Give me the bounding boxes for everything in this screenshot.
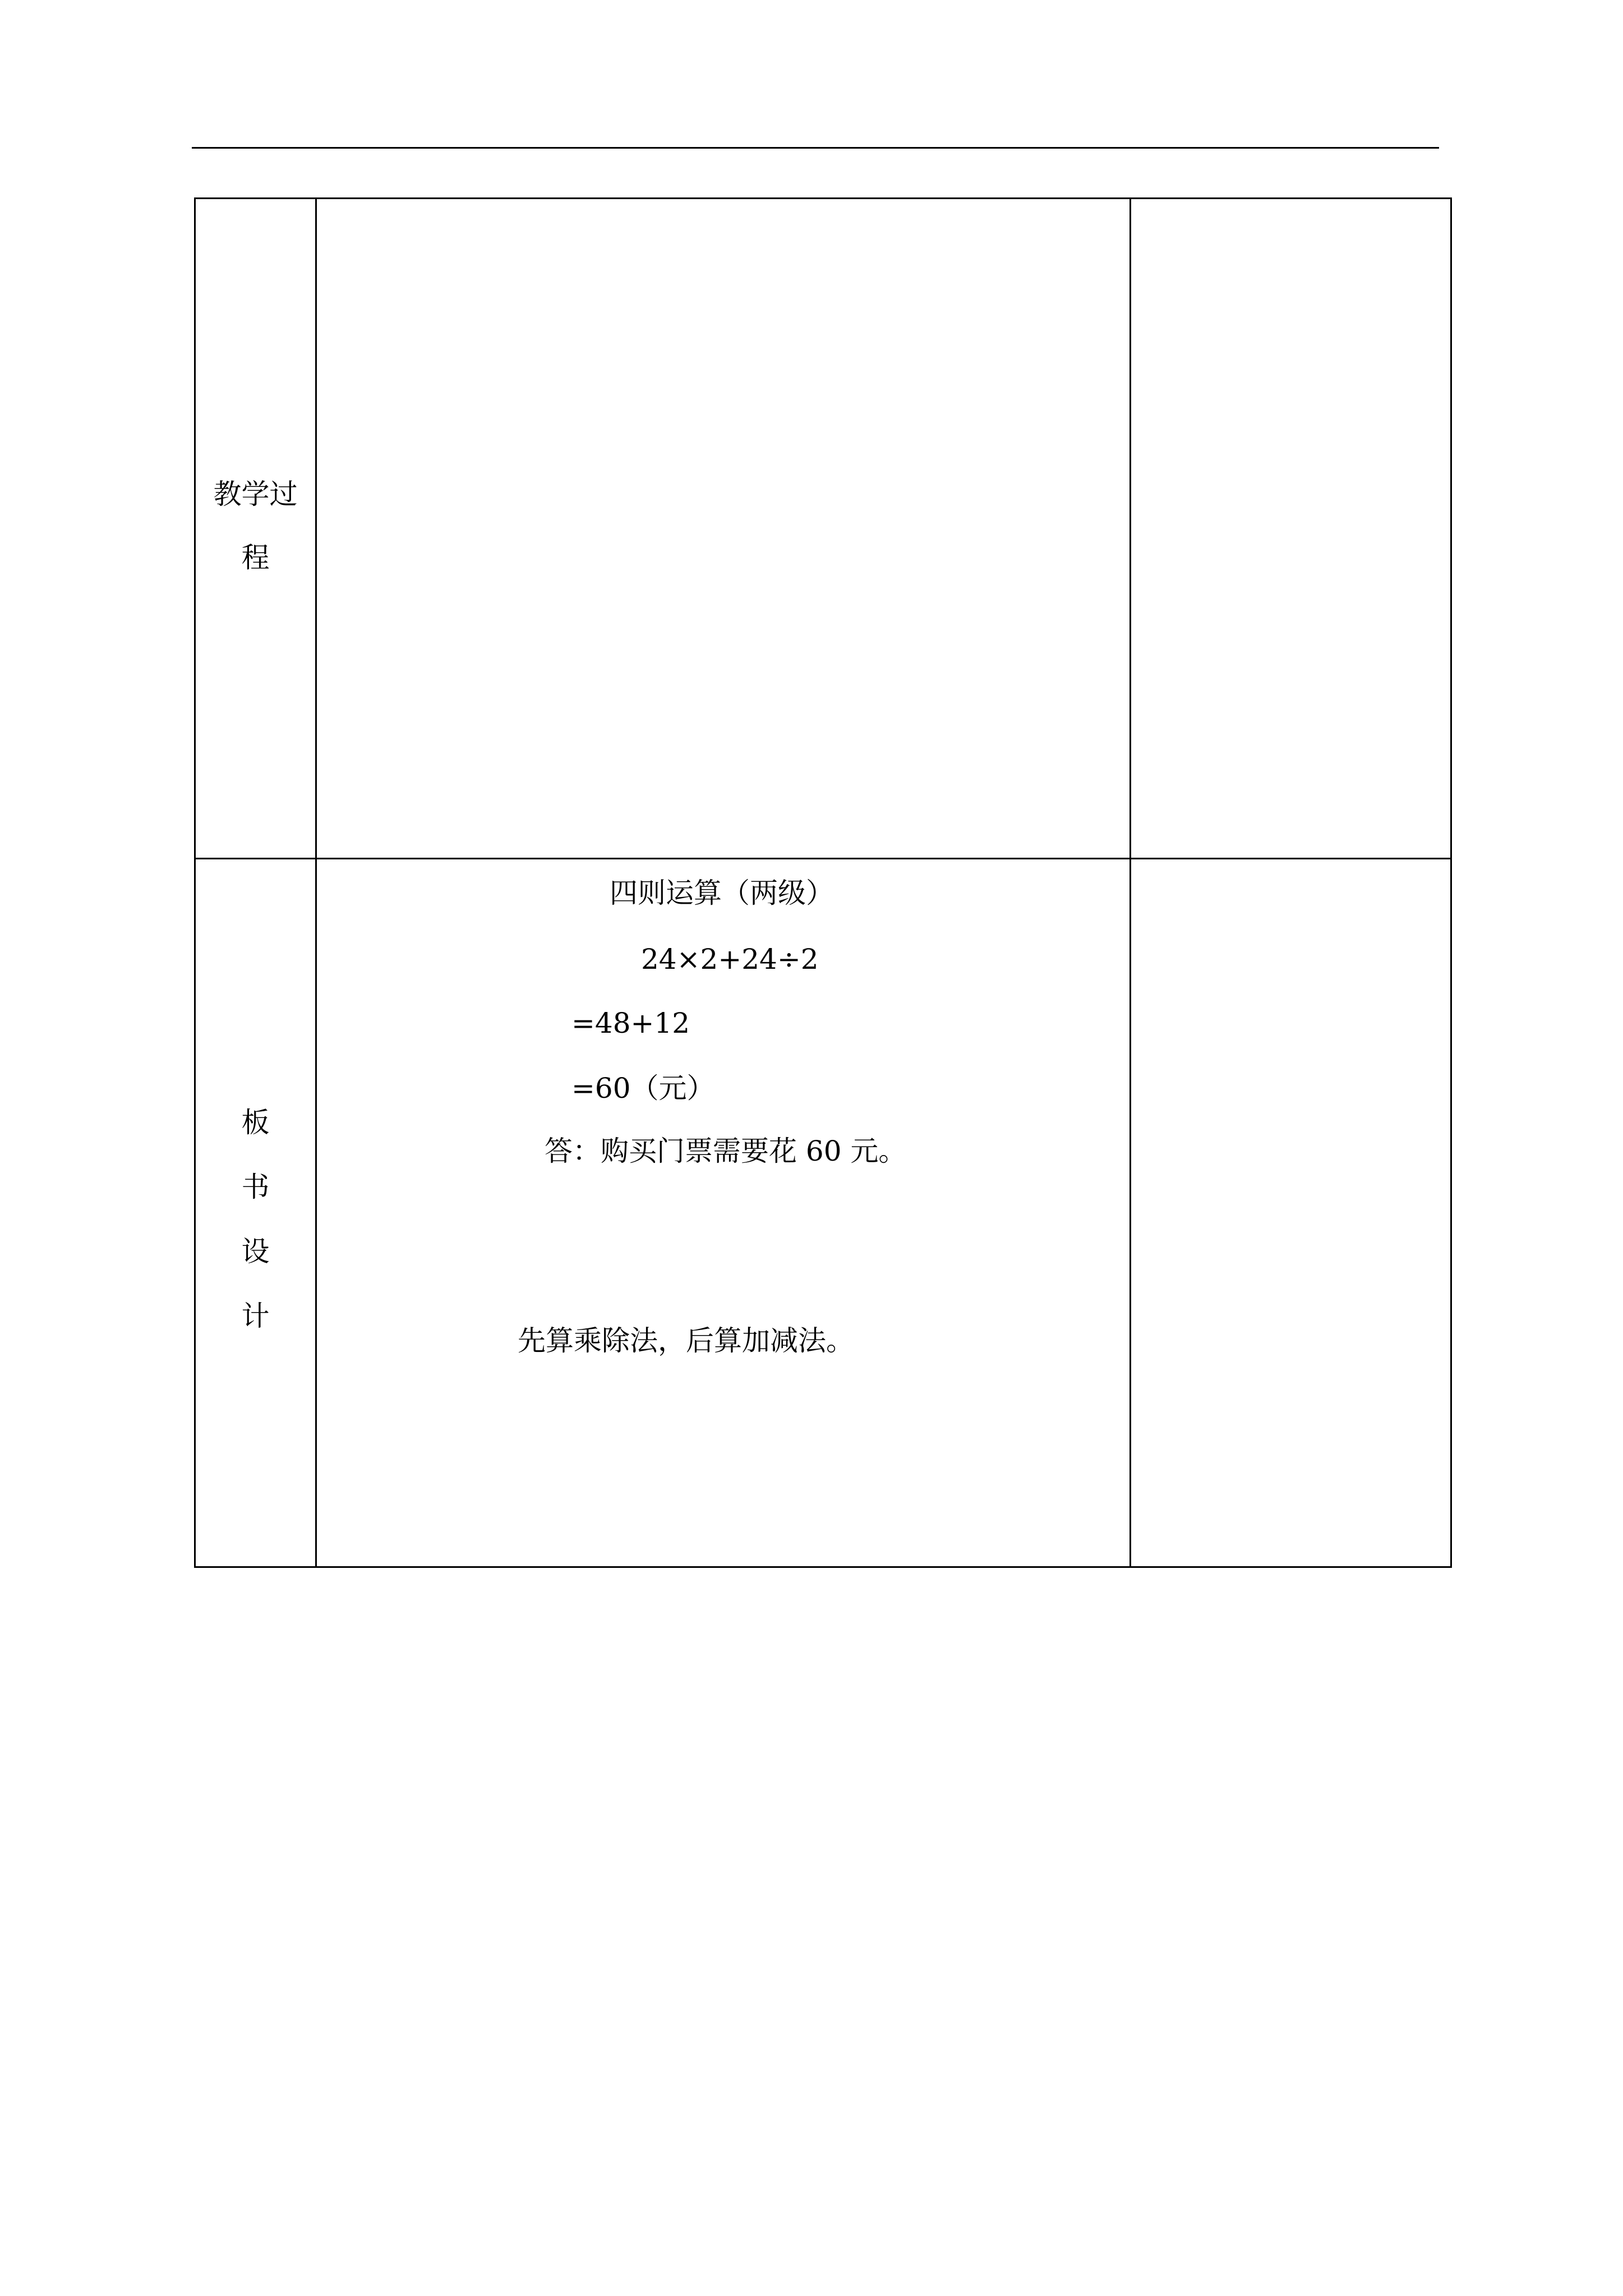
teaching-process-content-cell [316,199,1131,859]
header-rule [192,147,1439,149]
teaching-process-label-cell [195,199,316,859]
board-design-label-char: 设 [241,1235,270,1268]
board-step-1: =48+12 [571,1007,690,1039]
board-design-label-cell [195,859,316,1567]
board-design-notes-cell [1131,859,1451,1567]
teaching-process-label-line1: 教学过 [213,478,298,510]
board-design-row [195,859,1451,1567]
board-design-label [196,1091,315,1349]
teaching-process-label-line2: 程 [241,541,270,574]
teaching-process-row [195,199,1451,859]
board-design-label-char: 板 [241,1106,270,1139]
board-design-content-cell [316,859,1131,1567]
board-design-label-char: 书 [241,1171,270,1203]
board-rule: 先算乘除法，后算加减法。 [518,1324,854,1357]
board-design-label-char: 计 [241,1300,270,1332]
board-title: 四则运算（两级） [610,877,834,909]
teaching-process-notes-cell [1131,199,1451,859]
board-step-2: =60（元） [571,1072,715,1105]
board-expression: 24×2+24÷2 [641,943,819,976]
board-answer: 答：购买门票需要花 60 元。 [545,1135,907,1167]
lesson-plan-table [194,197,1452,1568]
